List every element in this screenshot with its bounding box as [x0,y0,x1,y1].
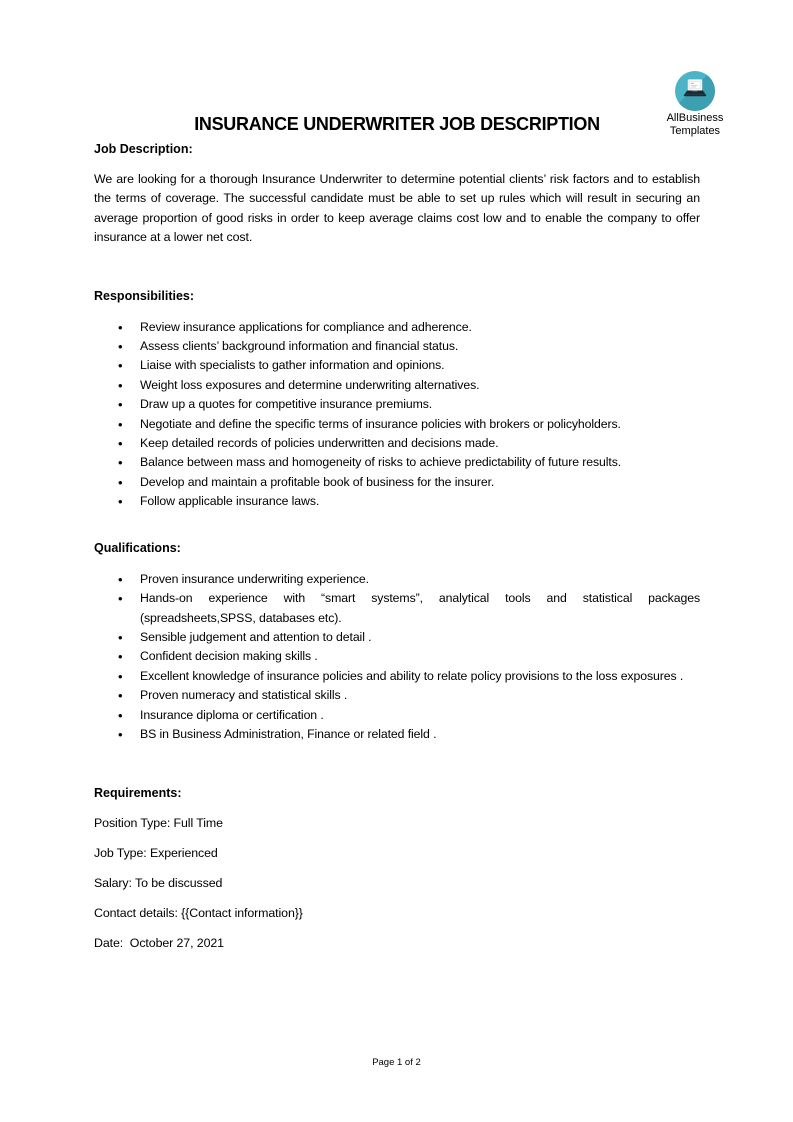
list-item: • Negotiate and define the specific terms of insurance policies with brokers or policyholders. [94,415,700,434]
list-item: • Assess clients’ background information and financial status. [94,337,700,356]
job-description-heading: Job Description: [94,142,193,156]
list-item: • Weight loss exposures and determine underwriting alternatives. [94,376,700,395]
list-item: • Proven numeracy and statistical skills . [94,686,700,705]
logo-wordmark-line1: AllBusiness [666,112,724,124]
list-item: • Proven insurance underwriting experience. [94,570,700,589]
list-item: • Draw up a quotes for competitive insurance premiums. [94,395,700,414]
date-line: Date: October 27, 2021 [94,936,224,951]
list-item: • Keep detailed records of policies underwritten and decisions made. [94,434,700,453]
salary-line: Salary: To be discussed [94,876,223,891]
document-title: INSURANCE UNDERWRITER JOB DESCRIPTION [194,114,600,134]
list-item: • Sensible judgement and attention to detail . [94,628,700,647]
list-item: • BS in Business Administration, Finance or related field . [94,725,700,744]
list-item: • Excellent knowledge of insurance policies and ability to relate policy provisions to the loss exposures . [94,667,700,686]
page-number-footer: Page 1 of 2 [372,1057,421,1068]
list-item: • Develop and maintain a profitable book of business for the insurer. [94,473,700,492]
responsibilities-list [94,318,700,512]
job-type-line: Job Type: Experienced [94,846,218,861]
responsibilities-heading: Responsibilities: [94,288,195,303]
list-item: • Confident decision making skills . [94,647,700,666]
list-item: • Hands-on experience with “smart systems”, analytical tools and statistical packages (spreadsheets,SPSS, databases etc). [94,589,700,628]
list-item: • Balance between mass and homogeneity of risks to achieve predictability of future results. [94,453,700,472]
list-item: • Review insurance applications for compliance and adherence. [94,318,700,337]
job-description-paragraph: We are looking for a thorough Insurance Underwriter to determine potential clients’ risk factors and to establish the terms of coverage. The successful candidate must be able to set up rules which will result in securing an average proportion of good risks in order to keep average claims cost low and to enable the company to offer insurance at a lower net cost. [94,172,700,245]
list-item: • Insurance diploma or certification . [94,706,700,725]
document-body [94,0,700,951]
qualifications-list [94,570,700,745]
list-item: • Liaise with specialists to gather information and opinions. [94,356,700,375]
qualifications-heading: Qualifications: [94,540,181,555]
requirements-heading: Requirements: [94,786,182,801]
logo-wordmark-line2: Templates [669,124,721,137]
contact-details-line: Contact details: {{Contact information}} [94,906,303,921]
list-item: • Follow applicable insurance laws. [94,492,700,511]
position-type-line: Position Type: Full Time [94,816,223,831]
